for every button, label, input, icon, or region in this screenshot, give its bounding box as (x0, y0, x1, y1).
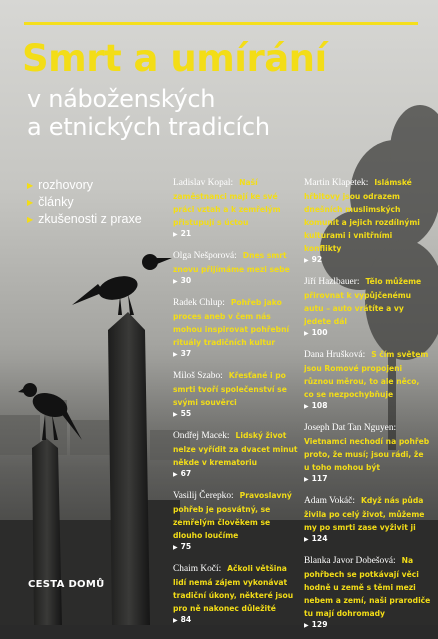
toc-headline: Když nás půda živila po celý život, můžeme my po smrti zase vyživit ji (304, 496, 425, 532)
triangle-right-icon: ▶ (173, 471, 178, 478)
toc-entry (173, 561, 300, 626)
toc-entry (304, 420, 431, 485)
toc-headline: Lidský život nelze vyřídit za dvacet minut někde v krematoriu (173, 431, 298, 467)
toc-headline: Pohřeb jako proces aneb v čem nás mohou inspirovat pohřební rituály tradičních kultur (173, 298, 290, 347)
triangle-right-icon: ▶ (304, 257, 309, 264)
toc-author: Miloš Szabo: (173, 371, 223, 381)
toc-entry (304, 175, 431, 266)
triangle-right-icon: ▶ (173, 617, 178, 624)
toc-column-left (173, 175, 300, 634)
toc-headline: Vietnamci nechodí na pohřeb proto, že musí; jsou rádi, že u toho mohou být (304, 437, 430, 472)
toc-page: ▶ 75 (173, 542, 192, 551)
toc-page: ▶ 117 (304, 474, 328, 483)
toc-headline: S čím světem jsou Romové propojeni různou měrou, to ale něco, co se nezpochybňuje (304, 350, 429, 399)
content-type-item: ▶ rozhovory (27, 178, 94, 192)
toc-entry (304, 553, 431, 631)
toc-entry (173, 248, 300, 287)
toc-entry (304, 347, 431, 412)
toc-author: Jiří Hazlbauer: (304, 277, 360, 287)
toc-page: ▶ 37 (173, 349, 192, 358)
toc-author: Adam Vokáč: (304, 496, 355, 506)
stone-post-tall (108, 312, 150, 625)
triangle-right-icon: ▶ (304, 330, 309, 337)
toc-headline: Křesťané i po smrti tvoří společenství se svými souvěrci (173, 371, 287, 407)
toc-entry (173, 295, 300, 360)
content-type-item: ▶ články (27, 195, 74, 209)
toc-entry (173, 488, 300, 553)
toc-author: Ondřej Macek: (173, 431, 230, 441)
toc-page: ▶ 108 (304, 401, 328, 410)
toc-headline: Islámské hřbitovy jsou odrazem dnešních muslimských komunit a jejich rozdílnými kulturami i vnitřními konflikty (304, 178, 420, 253)
toc-entry (304, 493, 431, 545)
toc-headline: Tělo můžeme přirovnat k vypůjčenému autu – auto vrátíte a vy jedete dál (304, 277, 422, 326)
crow-upper (72, 254, 172, 315)
toc-author: Martin Klapetek: (304, 178, 369, 188)
toc-headline: Na pohřbech se potkávají věci hodně u země s těmi mezi nebem a zemí, naši prarodiče tu mají dohromady (304, 556, 431, 618)
toc-page: ▶ 124 (304, 534, 328, 543)
toc-headline: Naší zaměstnanci mají ke své práci vztah a k zemřelým přistupují s úctou (173, 178, 281, 227)
toc-entry (173, 428, 300, 480)
subtitle-line-2: a etnických tradicích (27, 113, 270, 141)
triangle-right-icon: ▶ (27, 215, 34, 224)
toc-entry (173, 368, 300, 420)
toc-headline: Pravoslavný pohřeb je posvátný, se zemřelým člověkem se dlouho loučíme (173, 491, 292, 540)
toc-author: Blanka Javor Dobešová: (304, 556, 396, 566)
triangle-right-icon: ▶ (27, 181, 34, 190)
triangle-right-icon: ▶ (173, 231, 178, 238)
toc-author: Vasilij Čerepko: (173, 491, 234, 501)
toc-page: ▶ 67 (173, 469, 192, 478)
stone-post-short (32, 438, 62, 625)
toc-author: Joseph Dat Tan Nguyen: (304, 423, 397, 433)
book-title: Smrt a umírání (22, 37, 327, 80)
publisher-logo: CESTA DOMŮ (28, 579, 105, 590)
toc-page: ▶ 21 (173, 229, 192, 238)
toc-author: Olga Nešporová: (173, 251, 237, 261)
triangle-right-icon: ▶ (173, 278, 178, 285)
content-type-item: ▶ zkušenosti z praxe (27, 212, 142, 226)
triangle-right-icon: ▶ (304, 476, 309, 483)
triangle-right-icon: ▶ (304, 403, 309, 410)
triangle-right-icon: ▶ (304, 536, 309, 543)
toc-entry (304, 274, 431, 339)
toc-author: Ladislav Kopal: (173, 178, 234, 188)
content-types-list (27, 177, 142, 228)
toc-author: Dana Hrušková: (304, 350, 366, 360)
triangle-right-icon: ▶ (173, 544, 178, 551)
toc-column-right (304, 175, 431, 639)
toc-entry (173, 175, 300, 240)
toc-author: Radek Chlup: (173, 298, 225, 308)
triangle-right-icon: ▶ (304, 622, 309, 629)
toc-headline: Ačkoli většina lidí nemá zájem vykonávat tradiční úkony, některé jsou pro ně nakonec důležité (173, 564, 294, 613)
toc-page: ▶ 92 (304, 255, 323, 264)
triangle-right-icon: ▶ (173, 411, 178, 418)
triangle-right-icon: ▶ (173, 351, 178, 358)
toc-page: ▶ 100 (304, 328, 328, 337)
subtitle-line-1: v náboženských (27, 85, 216, 113)
toc-page: ▶ 129 (304, 620, 328, 629)
triangle-right-icon: ▶ (27, 198, 34, 207)
toc-headline: Dnes smrt znovu přijímáme mezi sebe (173, 251, 290, 274)
toc-page: ▶ 30 (173, 276, 192, 285)
top-rule (24, 22, 418, 25)
toc-author: Chaim Kočí: (173, 564, 222, 574)
toc-page: ▶ 84 (173, 615, 192, 624)
toc-page: ▶ 55 (173, 409, 192, 418)
